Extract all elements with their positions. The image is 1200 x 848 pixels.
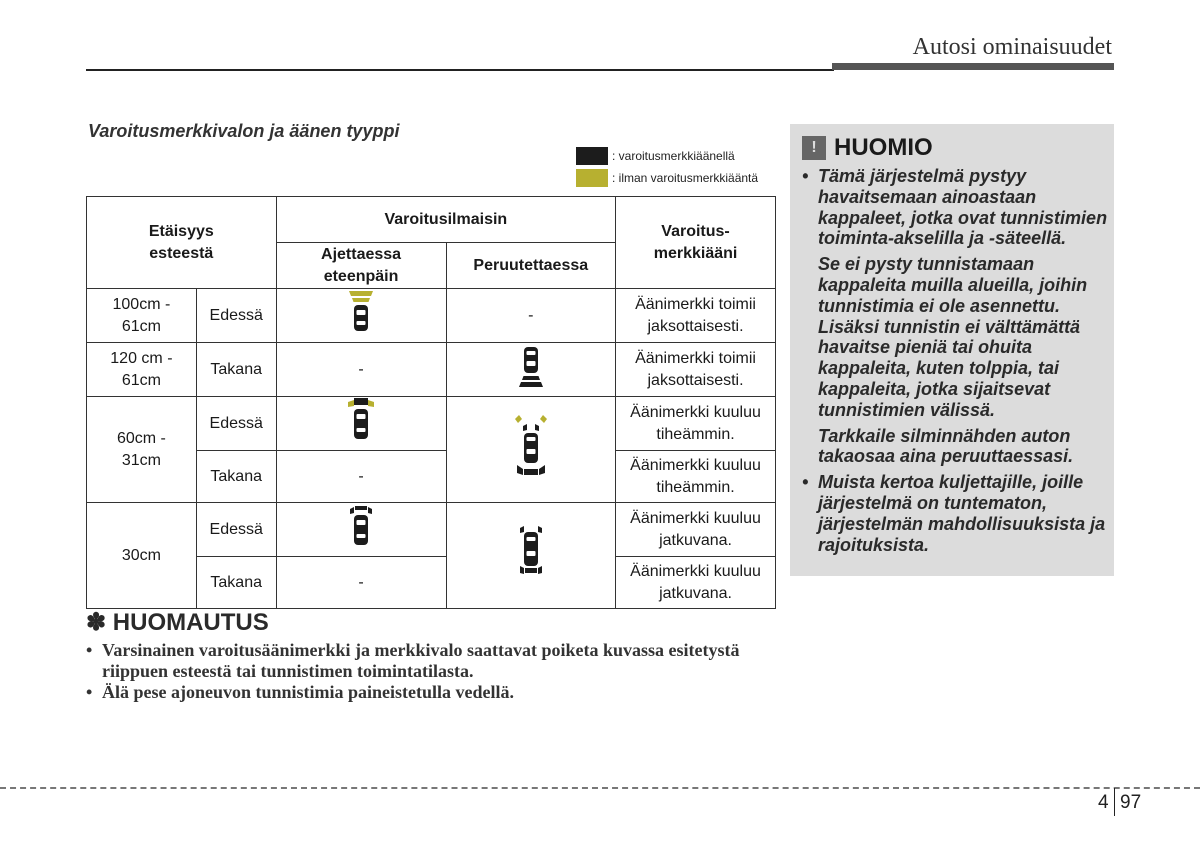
car-front-mid-icon bbox=[341, 397, 381, 443]
note-list bbox=[86, 640, 766, 703]
car-rear-mid-icon bbox=[509, 411, 553, 481]
table-head-row bbox=[87, 197, 776, 243]
col-reverse: Peruutettaessa bbox=[446, 243, 616, 289]
caution-text bbox=[802, 166, 1108, 555]
cell-forward bbox=[276, 397, 446, 451]
cell-reverse bbox=[446, 397, 616, 503]
col-sound: Varoitus-merkkiääni bbox=[616, 197, 776, 289]
cell-position: Takana bbox=[196, 451, 276, 503]
sensor-table bbox=[86, 196, 776, 609]
running-header: Autosi ominaisuudet bbox=[912, 34, 1112, 60]
legend-item-sound bbox=[576, 145, 758, 167]
footer-rule bbox=[0, 787, 1200, 789]
car-front-near-icon bbox=[341, 503, 381, 549]
col-distance: Etäisyys esteestä bbox=[87, 197, 277, 289]
caution-paragraph: Tarkkaile silminnähden auton takaosaa aina peruuttaessasi. bbox=[818, 425, 1074, 467]
legend-swatch-black bbox=[576, 147, 608, 165]
cell-sound: Äänimerkki toimii jaksottaisesti. bbox=[616, 343, 776, 397]
legend bbox=[576, 145, 758, 189]
cell-position: Edessä bbox=[196, 503, 276, 557]
legend-label: : varoitusmerkkiäänellä bbox=[612, 149, 735, 163]
cell-position: Takana bbox=[196, 343, 276, 397]
cell-position: Edessä bbox=[196, 289, 276, 343]
page-number: 97 bbox=[1120, 792, 1142, 813]
note-title: ✽ HUOMAUTUS bbox=[86, 609, 269, 636]
note-item: • Älä pese ajoneuvon tunnistimia paineistetulla vedellä. bbox=[86, 682, 766, 703]
caution-bullet: • Tämä järjestelmä pystyy havaitsemaan ainoastaan kappaleet, jotka ovat tunnistimien toiminta-akselilla ja -säteellä. bbox=[802, 166, 1108, 249]
cell-position: Takana bbox=[196, 557, 276, 609]
note-item: • Varsinainen varoitusäänimerkki ja merkkivalo saattavat poiketa kuvassa esitetystä riippuen esteestä tai tunnistimen toimintatilasta. bbox=[86, 640, 766, 682]
cell-sound: Äänimerkki kuuluu jatkuvana. bbox=[616, 557, 776, 609]
caution-bullet: • Muista kertoa kuljettajille, joille järjestelmä on tuntematon, järjestelmän mahdollisuuksista ja rajoituksista. bbox=[802, 472, 1108, 555]
caution-paragraph: Se ei pysty tunnistamaan kappaleita muilla alueilla, joihin tunnistimia ei ole asennettu. Lisäksi tunnistin ei välttämättä havaitse pieniä tai ohuita kappaleita, kuten tolppia, tai kappaleita, jotka sijaitsevat tunnistimien välissä. bbox=[818, 254, 1088, 420]
caution-bullet-text: Tämä järjestelmä pystyy havaitsemaan ainoastaan kappaleet, jotka ovat tunnistimien toiminta-akselilla ja -säteellä. bbox=[818, 166, 1108, 249]
cell-forward: - bbox=[276, 343, 446, 397]
cell-distance: 100cm - 61cm bbox=[87, 289, 197, 343]
caution-box bbox=[790, 124, 1114, 576]
cell-position: Edessä bbox=[196, 397, 276, 451]
cell-forward bbox=[276, 289, 446, 343]
cell-sound: Äänimerkki toimii jaksottaisesti. bbox=[616, 289, 776, 343]
cell-distance: 30cm bbox=[87, 503, 197, 609]
col-forward: Ajettaessa eteenpäin bbox=[276, 243, 446, 289]
car-rear-near-icon bbox=[509, 522, 553, 582]
page-number-divider bbox=[1114, 788, 1115, 816]
table-row bbox=[87, 289, 776, 343]
car-front-far-icon bbox=[341, 289, 381, 335]
legend-label: : ilman varoitusmerkkiääntä bbox=[612, 171, 759, 185]
cell-sound: Äänimerkki kuuluu tiheämmin. bbox=[616, 451, 776, 503]
header-rule-bar bbox=[832, 63, 1114, 70]
cell-reverse bbox=[446, 503, 616, 609]
cell-sound: Äänimerkki kuuluu jatkuvana. bbox=[616, 503, 776, 557]
caution-bullet-text: Muista kertoa kuljettajille, joille järjestelmä on tuntematon, järjestelmän mahdollisuuksista ja rajoituksista. bbox=[818, 472, 1106, 555]
header-rule bbox=[86, 69, 834, 71]
cell-distance: 120 cm - 61cm bbox=[87, 343, 197, 397]
legend-swatch-yellow bbox=[576, 169, 608, 187]
col-indicator: Varoitusilmaisin bbox=[276, 197, 615, 243]
cell-forward: - bbox=[276, 557, 446, 609]
warning-icon: ! bbox=[802, 136, 826, 160]
car-rear-far-icon bbox=[511, 343, 551, 389]
cell-forward: - bbox=[276, 451, 446, 503]
chapter-number: 4 bbox=[1098, 792, 1109, 813]
cell-reverse bbox=[446, 343, 616, 397]
cell-reverse: - bbox=[446, 289, 616, 343]
legend-item-nosound bbox=[576, 167, 758, 189]
table-row bbox=[87, 343, 776, 397]
table-row bbox=[87, 397, 776, 451]
caution-title: HUOMIO bbox=[834, 134, 933, 161]
caution-header bbox=[802, 134, 933, 162]
cell-forward bbox=[276, 503, 446, 557]
cell-distance: 60cm - 31cm bbox=[87, 397, 197, 503]
table-row bbox=[87, 503, 776, 557]
cell-sound: Äänimerkki kuuluu tiheämmin. bbox=[616, 397, 776, 451]
section-title: Varoitusmerkkivalon ja äänen tyyppi bbox=[88, 121, 400, 141]
